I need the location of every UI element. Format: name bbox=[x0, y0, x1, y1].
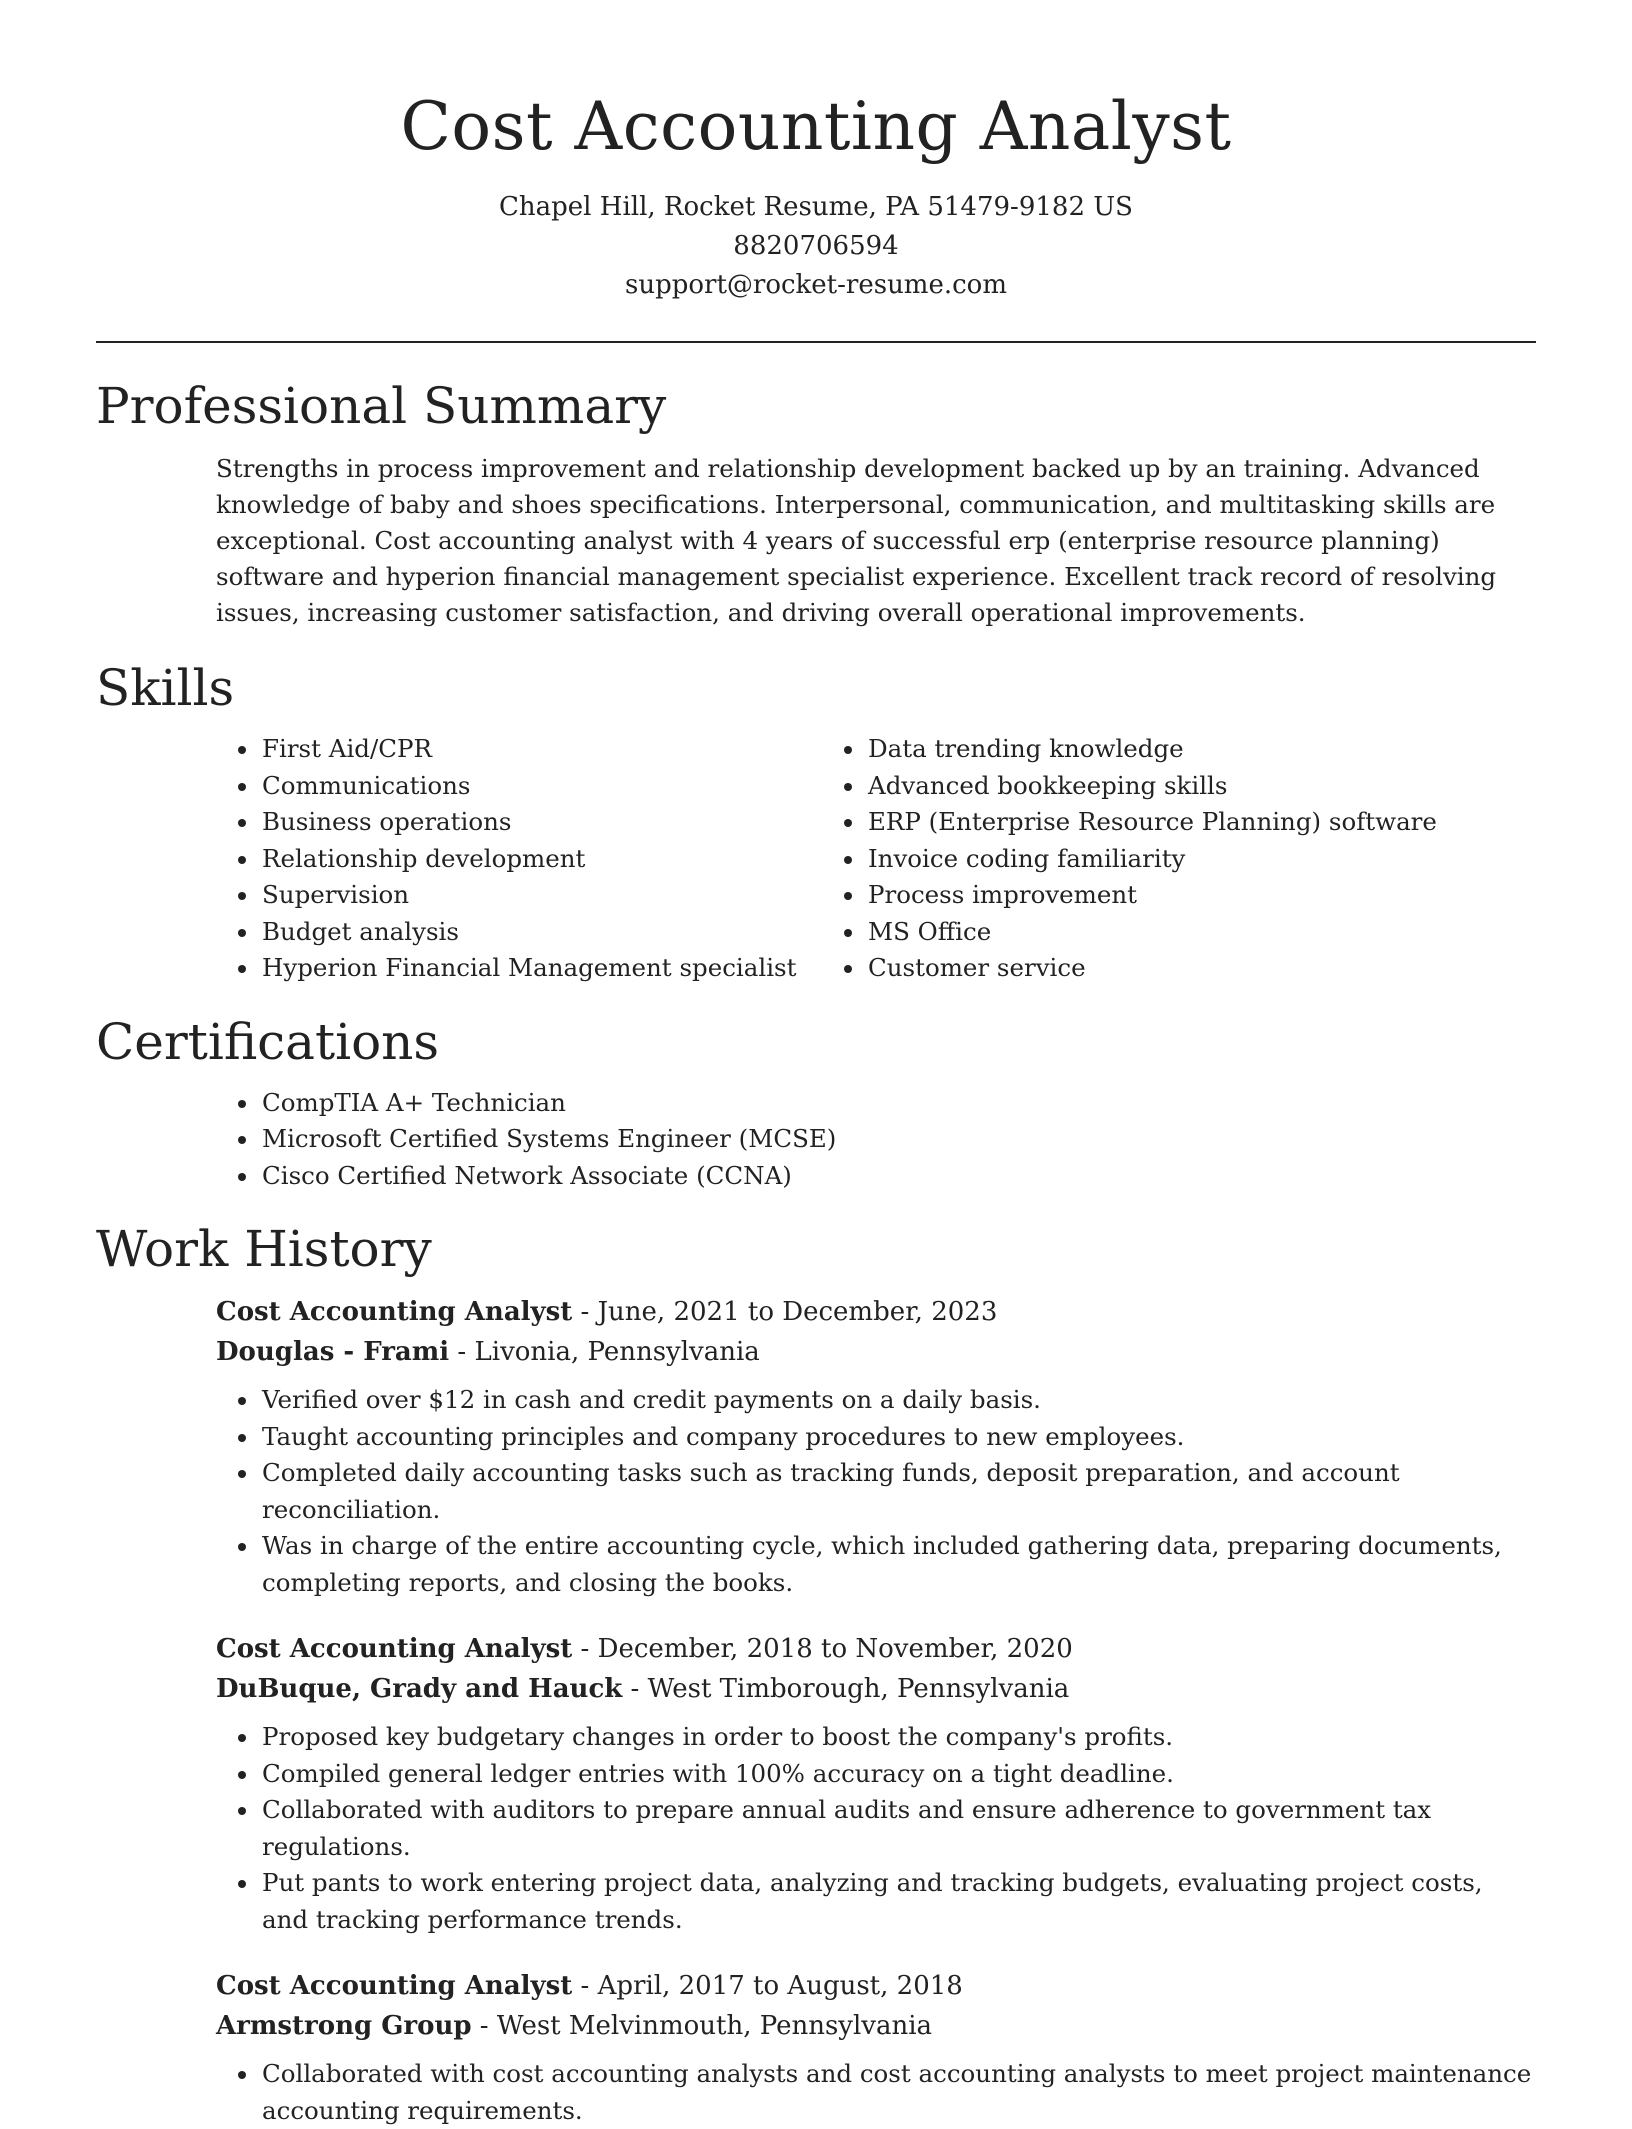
job-bullet: • Put pants to work entering project data, analyzing and tracking budgets, evaluating project costs, and tracking performance trends. bbox=[260, 1865, 1536, 1938]
skills-columns bbox=[216, 731, 1536, 987]
contact-phone: 8820706594 bbox=[733, 231, 899, 261]
contact-block bbox=[96, 188, 1536, 305]
summary-text: Strengths in process improvement and relationship development backed up by an training. Advanced knowledge of baby and shoes specifications. Interpersonal, communication, and multitasking skills are exceptional. Cost accounting analyst with 4 years of successful erp (enterprise resource planning) software and hyperion financial management specialist experience. Excellent track record of resolving issues, increasing customer satisfaction, and driving overall operational improvements. bbox=[216, 454, 1497, 627]
job-location: - Livonia, Pennsylvania bbox=[449, 1337, 760, 1367]
summary-heading: Professional Summary bbox=[96, 377, 667, 435]
skill-item: • Data trending knowledge bbox=[866, 731, 1437, 768]
skill-item: • Supervision bbox=[260, 877, 822, 914]
skills-list-left bbox=[216, 731, 822, 987]
job-company-line bbox=[216, 1669, 1536, 1709]
certification-item: • Cisco Certified Network Associate (CCNA) bbox=[260, 1158, 1536, 1195]
job-bullets bbox=[216, 1382, 1536, 1601]
skill-item: • Hyperion Financial Management specialist bbox=[260, 950, 822, 987]
skill-item: • Business operations bbox=[260, 804, 822, 841]
skill-item: • Invoice coding familiarity bbox=[866, 841, 1437, 878]
job-title-line bbox=[216, 1966, 1536, 2006]
job-dates: - April, 2017 to August, 2018 bbox=[572, 1971, 963, 2001]
skills-list-right bbox=[822, 731, 1437, 987]
skill-item: • Advanced bookkeeping skills bbox=[866, 768, 1437, 805]
job-title: Cost Accounting Analyst bbox=[216, 1634, 573, 1664]
job-bullet: • Proposed key budgetary changes in order to boost the company's profits. bbox=[260, 1719, 1536, 1756]
job-bullet: • Collaborated with cost accounting analysts and cost accounting analysts to meet project maintenance accounting requirements. bbox=[260, 2056, 1536, 2129]
certifications-heading: Certifications bbox=[96, 1012, 440, 1071]
job-entry bbox=[216, 1966, 1536, 2129]
certification-item: • Microsoft Certified Systems Engineer (MCSE) bbox=[260, 1121, 1536, 1158]
work-history-heading: Work History bbox=[96, 1220, 432, 1278]
job-dates: - December, 2018 to November, 2020 bbox=[572, 1634, 1073, 1664]
job-bullets bbox=[216, 1719, 1536, 1938]
job-dates: - June, 2021 to December, 2023 bbox=[572, 1297, 998, 1327]
certification-item: • CompTIA A+ Technician bbox=[260, 1085, 1536, 1122]
candidate-name: Cost Accounting Analyst bbox=[400, 88, 1232, 165]
job-bullet: • Taught accounting principles and company procedures to new employees. bbox=[260, 1419, 1536, 1456]
job-company: Douglas - Frami bbox=[216, 1337, 450, 1367]
resume-header bbox=[96, 0, 1536, 305]
skill-item: • MS Office bbox=[866, 914, 1437, 951]
job-company-line bbox=[216, 2006, 1536, 2046]
job-company: DuBuque, Grady and Hauck bbox=[216, 1674, 623, 1704]
skill-item: • Budget analysis bbox=[260, 914, 822, 951]
job-bullet: • Was in charge of the entire accounting cycle, which included gathering data, preparing documents, completing reports, and closing the books. bbox=[260, 1528, 1536, 1601]
skill-item: • Communications bbox=[260, 768, 822, 805]
skill-item: • First Aid/CPR bbox=[260, 731, 822, 768]
skills-heading: Skills bbox=[96, 659, 235, 717]
job-bullet: • Verified over $12 in cash and credit payments on a daily basis. bbox=[260, 1382, 1536, 1419]
skills-section bbox=[96, 657, 1536, 987]
job-title-line bbox=[216, 1292, 1536, 1332]
job-location: - West Melvinmouth, Pennsylvania bbox=[471, 2011, 933, 2041]
certifications-list bbox=[216, 1085, 1536, 1195]
job-entry bbox=[216, 1292, 1536, 1601]
skill-item: • Customer service bbox=[866, 950, 1437, 987]
header-divider bbox=[96, 341, 1536, 343]
job-entry bbox=[216, 1629, 1536, 1938]
job-company: Armstrong Group bbox=[216, 2011, 472, 2041]
work-history-section bbox=[96, 1218, 1536, 2129]
job-bullet: • Completed daily accounting tasks such as tracking funds, deposit preparation, and account reconciliation. bbox=[260, 1455, 1536, 1528]
certifications-section bbox=[96, 1011, 1536, 1195]
job-company-line bbox=[216, 1332, 1536, 1372]
skill-item: • Process improvement bbox=[866, 877, 1437, 914]
job-title-line bbox=[216, 1629, 1536, 1669]
job-bullet: • Collaborated with auditors to prepare annual audits and ensure adherence to government tax regulations. bbox=[260, 1792, 1536, 1865]
summary-section bbox=[96, 375, 1536, 631]
job-title: Cost Accounting Analyst bbox=[216, 1297, 573, 1327]
job-bullet: • Compiled general ledger entries with 100% accuracy on a tight deadline. bbox=[260, 1756, 1536, 1793]
skill-item: • ERP (Enterprise Resource Planning) software bbox=[866, 804, 1437, 841]
job-bullets bbox=[216, 2056, 1536, 2129]
contact-email: support@rocket-resume.com bbox=[624, 270, 1007, 300]
job-location: - West Timborough, Pennsylvania bbox=[622, 1674, 1070, 1704]
skill-item: • Relationship development bbox=[260, 841, 822, 878]
job-title: Cost Accounting Analyst bbox=[216, 1971, 573, 2001]
contact-address: Chapel Hill, Rocket Resume, PA 51479-9182 US bbox=[499, 192, 1133, 222]
